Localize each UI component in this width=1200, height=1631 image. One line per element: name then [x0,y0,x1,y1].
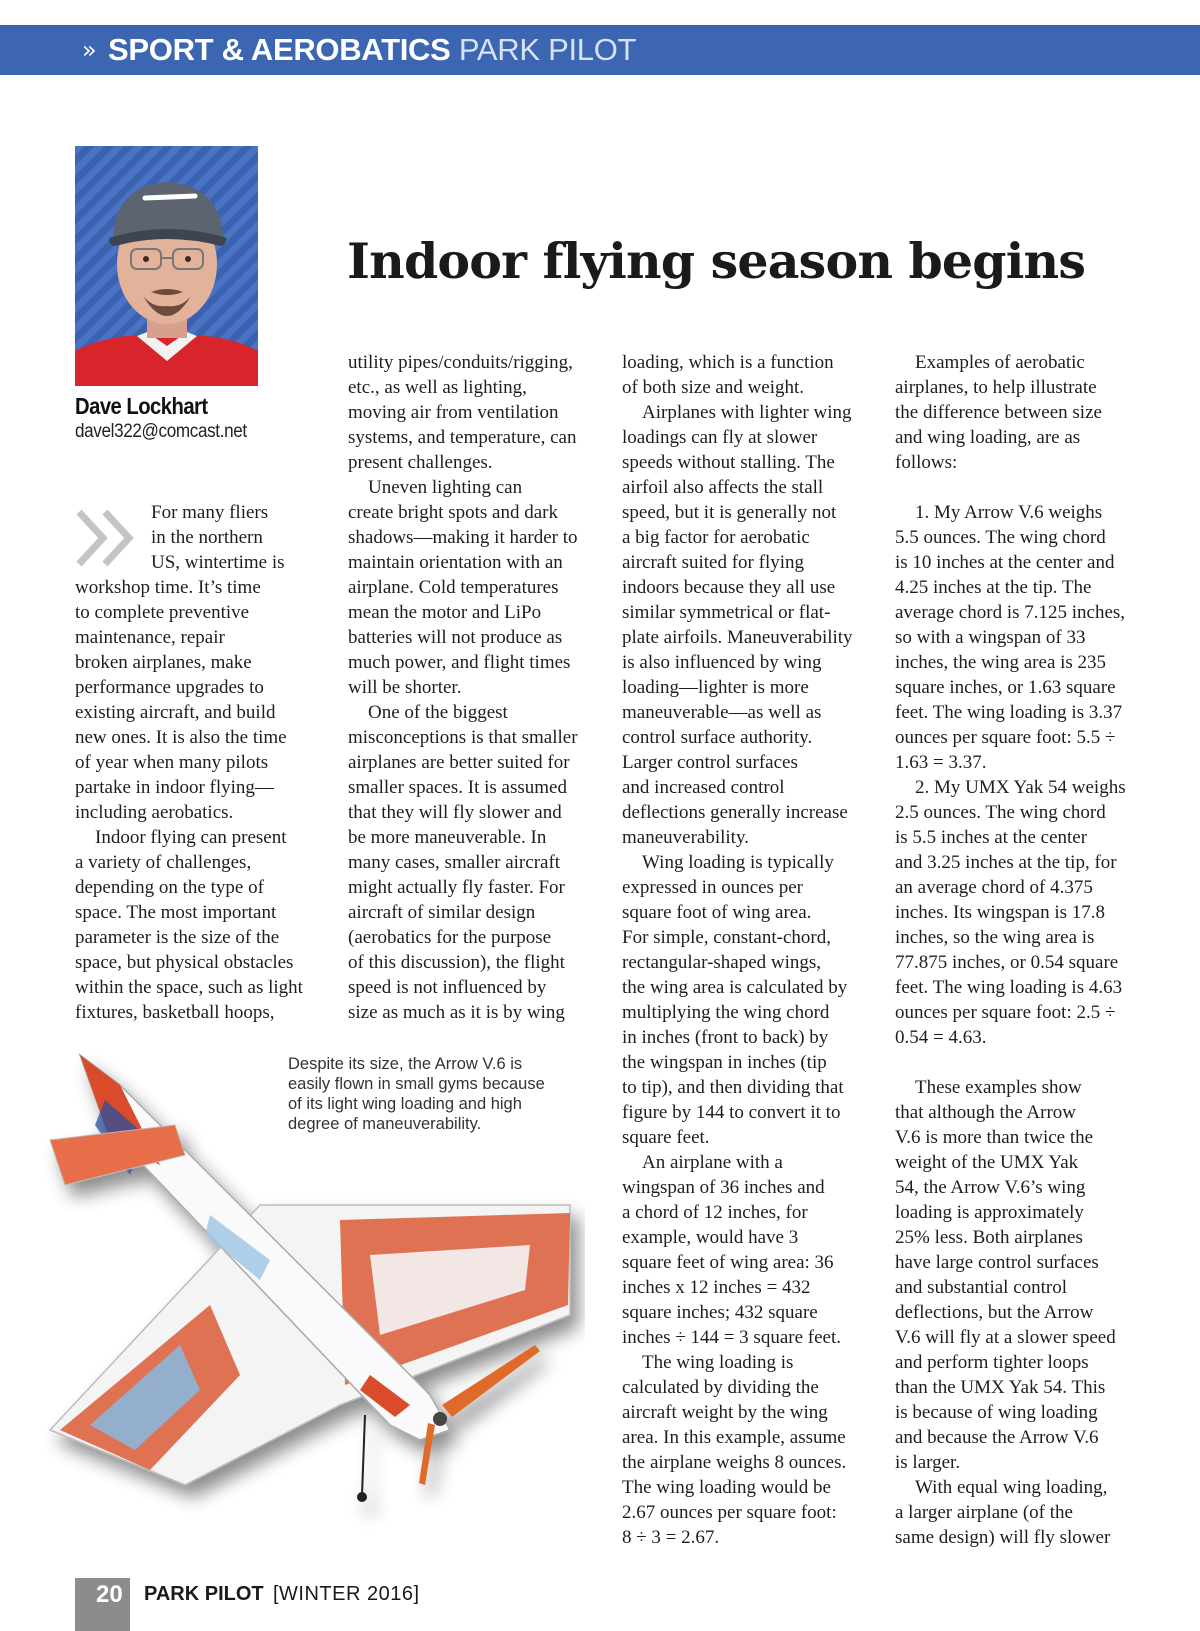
text-line: and 3.25 inches at the tip, for [895,852,1117,873]
text-line: US, wintertime is [151,552,285,573]
text-line: the difference between size [895,402,1102,423]
text-line: loadings can fly at slower [622,427,818,448]
text-line: For many fliers [151,502,269,523]
caption-line: of its light wing loading and high [288,1095,522,1113]
text-line: so with a wingspan of 33 [895,627,1086,648]
text-line: maneuverability. [622,827,749,848]
text-line: a chord of 12 inches, for [622,1202,808,1223]
section-title [108,33,636,67]
text-line: airplanes, to help illustrate [895,377,1097,398]
text-line: Indoor flying can present [95,827,287,848]
text-line: an average chord of 4.375 [895,877,1093,898]
column-1 [75,500,325,1025]
text-line: deflections generally increase [622,802,848,823]
text-line: in inches (front to back) by [622,1027,829,1048]
text-line: new ones. It is also the time [75,727,287,748]
text-line: 5.5 ounces. The wing chord [895,527,1106,548]
text-line: the airplane weighs 8 ounces. [622,1452,847,1473]
text-line: maintain orientation with an [348,552,563,573]
text-line: 54, the Arrow V.6’s wing [895,1177,1086,1198]
text-line: depending on the type of [75,877,264,898]
text-line: maintenance, repair [75,627,225,648]
text-line: wingspan of 36 inches and [622,1177,825,1198]
text-line: and increased control [622,777,785,798]
text-line: ounces per square foot: 2.5 ÷ [895,1002,1116,1023]
text-line: including aerobatics. [75,802,234,823]
text-line: square inches, or 1.63 square [895,677,1116,698]
double-chevron-icon [75,508,147,568]
text-line: For simple, constant-chord, [622,927,831,948]
caption-line: easily flown in small gyms because [288,1075,545,1093]
text-line: 77.875 inches, or 0.54 square [895,952,1119,973]
text-line: inches. Its wingspan is 17.8 [895,902,1106,923]
text-line: than the UMX Yak 54. This [895,1377,1106,1398]
text-line: is 5.5 inches at the center [895,827,1088,848]
text-line: utility pipes/conduits/rigging, [348,352,573,373]
section-banner [0,25,1200,75]
text-line: that they will fly slower and [348,802,562,823]
text-line: shadows—making it harder to [348,527,578,548]
text-line: loading—lighter is more [622,677,809,698]
text-line: ounces per square foot: 5.5 ÷ [895,727,1116,748]
text-line: 2.5 ounces. The wing chord [895,802,1106,823]
page-number: 20 [96,1581,123,1608]
text-line: control surface authority. [622,727,813,748]
text-line: and wing loading, are as [895,427,1081,448]
text-line: that although the Arrow [895,1102,1076,1123]
text-line: space, but physical obstacles [75,952,294,973]
text-line: to tip), and then dividing that [622,1077,844,1098]
text-line: airfoil also affects the stall [622,477,824,498]
text-line: 0.54 = 4.63. [895,1027,987,1048]
text-line: present challenges. [348,452,493,473]
text-line: parameter is the size of the [75,927,280,948]
text-line: Wing loading is typically [642,852,834,873]
text-line: average chord is 7.125 inches, [895,602,1126,623]
text-line: rectangular-shaped wings, [622,952,822,973]
text-line: batteries will not produce as [348,627,563,648]
text-line: workshop time. It’s time [75,577,261,598]
text-line: to complete preventive [75,602,250,623]
text-line: loading, which is a function [622,352,834,373]
text-line: much power, and flight times [348,652,571,673]
author-photo [75,146,258,386]
text-line: etc., as well as lighting, [348,377,527,398]
text-line: example, would have 3 [622,1227,799,1248]
text-line: a big factor for aerobatic [622,527,810,548]
text-line: follows: [895,452,958,473]
text-line: same design) will fly slower [895,1527,1111,1548]
text-line: aircraft weight by the wing [622,1402,828,1423]
text-line: Uneven lighting can [368,477,523,498]
text-line: broken airplanes, make [75,652,252,673]
text-line: (aerobatics for the purpose [348,927,552,948]
text-line: misconceptions is that smaller [348,727,578,748]
text-line: of this discussion), the flight [348,952,565,973]
text-line: inches ÷ 144 = 3 square feet. [622,1327,841,1348]
text-line: weight of the UMX Yak [895,1152,1079,1173]
magazine-name: PARK PILOT [144,1583,264,1605]
text-line: V.6 is more than twice the [895,1127,1094,1148]
article-title: Indoor flying season begins [347,232,1086,290]
text-line: aircraft suited for flying [622,552,805,573]
text-line: is also influenced by wing [622,652,822,673]
text-line: Examples of aerobatic [915,352,1085,373]
text-line: performance upgrades to [75,677,264,698]
author-name: Dave Lockhart [75,393,208,419]
column-3 [622,350,872,1550]
text-line: V.6 will fly at a slower speed [895,1327,1116,1348]
text-line: Larger control surfaces [622,752,798,773]
text-line: similar symmetrical or flat- [622,602,831,623]
text-line: speeds without stalling. The [622,452,835,473]
text-line: and substantial control [895,1277,1068,1298]
text-line: One of the biggest [368,702,508,723]
text-line: loading is approximately [895,1202,1084,1223]
text-line: aircraft of similar design [348,902,536,923]
text-line: speed is not influenced by [348,977,547,998]
text-line: 1.63 = 3.37. [895,752,987,773]
text-line: size as much as it is by wing [348,1002,565,1023]
text-line: in the northern [151,527,263,548]
section-name: SPORT & AEROBATICS [108,32,451,67]
text-line: of both size and weight. [622,377,805,398]
text-line: a larger airplane (of the [895,1502,1073,1523]
text-line: space. The most important [75,902,277,923]
text-line: Airplanes with lighter wing [642,402,852,423]
text-line: a variety of challenges, [75,852,252,873]
text-line: mean the motor and LiPo [348,602,542,623]
text-line: the wingspan in inches (tip [622,1052,827,1073]
text-line: create bright spots and dark [348,502,558,523]
text-line: With equal wing loading, [915,1477,1108,1498]
photo-caption [288,1054,588,1134]
text-line: The wing loading would be [622,1477,831,1498]
text-line: of year when many pilots [75,752,269,773]
caption-line: degree of maneuverability. [288,1115,482,1133]
text-line: be more maneuverable. In [348,827,547,848]
text-line: inches, the wing area is 235 [895,652,1107,673]
text-line: and perform tighter loops [895,1352,1089,1373]
text-line: An airplane with a [642,1152,783,1173]
text-line: calculated by dividing the [622,1377,819,1398]
text-line: inches, so the wing area is [895,927,1095,948]
text-line: deflections, but the Arrow [895,1302,1094,1323]
text-line: 4.25 inches at the tip. The [895,577,1092,598]
text-line: have large control surfaces [895,1252,1099,1273]
text-line: moving air from ventilation [348,402,559,423]
text-line: airplane. Cold temperatures [348,577,559,598]
author-portrait-illustration [75,146,258,386]
text-line: The wing loading is [642,1352,794,1373]
text-line: many cases, smaller aircraft [348,852,561,873]
text-line: is larger. [895,1452,961,1473]
chevron-right-icon: » [82,36,97,64]
author-email[interactable]: davel322@comcast.net [75,421,247,442]
column-2 [348,350,598,1025]
caption-line: Despite its size, the Arrow V.6 is [288,1055,523,1073]
text-line: indoors because they all use [622,577,836,598]
text-line: expressed in ounces per [622,877,803,898]
text-line: These examples show [915,1077,1082,1098]
text-line: systems, and temperature, can [348,427,577,448]
text-line: is 10 inches at the center and [895,552,1115,573]
text-line: 25% less. Both airplanes [895,1227,1083,1248]
column-4 [895,350,1145,1550]
text-line: feet. The wing loading is 3.37 [895,702,1123,723]
text-line: 2. My UMX Yak 54 weighs [915,777,1126,798]
text-line: square feet of wing area: 36 [622,1252,834,1273]
text-line: existing aircraft, and build [75,702,276,723]
text-line: plate airfoils. Maneuverability [622,627,853,648]
text-line: 1. My Arrow V.6 weighs [915,502,1103,523]
text-line: will be shorter. [348,677,462,698]
text-line: square feet. [622,1127,710,1148]
text-line: within the space, such as light [75,977,303,998]
text-line: speed, but it is generally not [622,502,837,523]
text-line: 8 ÷ 3 = 2.67. [622,1527,720,1548]
text-line: fixtures, basketball hoops, [75,1002,275,1023]
text-line: area. In this example, assume [622,1427,846,1448]
text-line: partake in indoor flying— [75,777,274,798]
subsection-name: PARK PILOT [458,32,637,67]
text-line: is because of wing loading [895,1402,1098,1423]
text-line: square foot of wing area. [622,902,812,923]
text-line: 2.67 ounces per square foot: [622,1502,837,1523]
text-line: multiplying the wing chord [622,1002,830,1023]
paragraph-gap [895,1050,1145,1075]
text-line: figure by 144 to convert it to [622,1102,841,1123]
paragraph-gap [895,475,1145,500]
text-line: smaller spaces. It is assumed [348,777,567,798]
text-line: feet. The wing loading is 4.63 [895,977,1123,998]
text-line: and because the Arrow V.6 [895,1427,1099,1448]
text-line: airplanes are better suited for [348,752,570,773]
issue-label: [WINTER 2016] [273,1583,420,1605]
text-line: maneuverable—as well as [622,702,822,723]
text-line: the wing area is calculated by [622,977,848,998]
text-line: might actually fly faster. For [348,877,565,898]
text-line: square inches; 432 square [622,1302,818,1323]
text-line: inches x 12 inches = 432 [622,1277,811,1298]
